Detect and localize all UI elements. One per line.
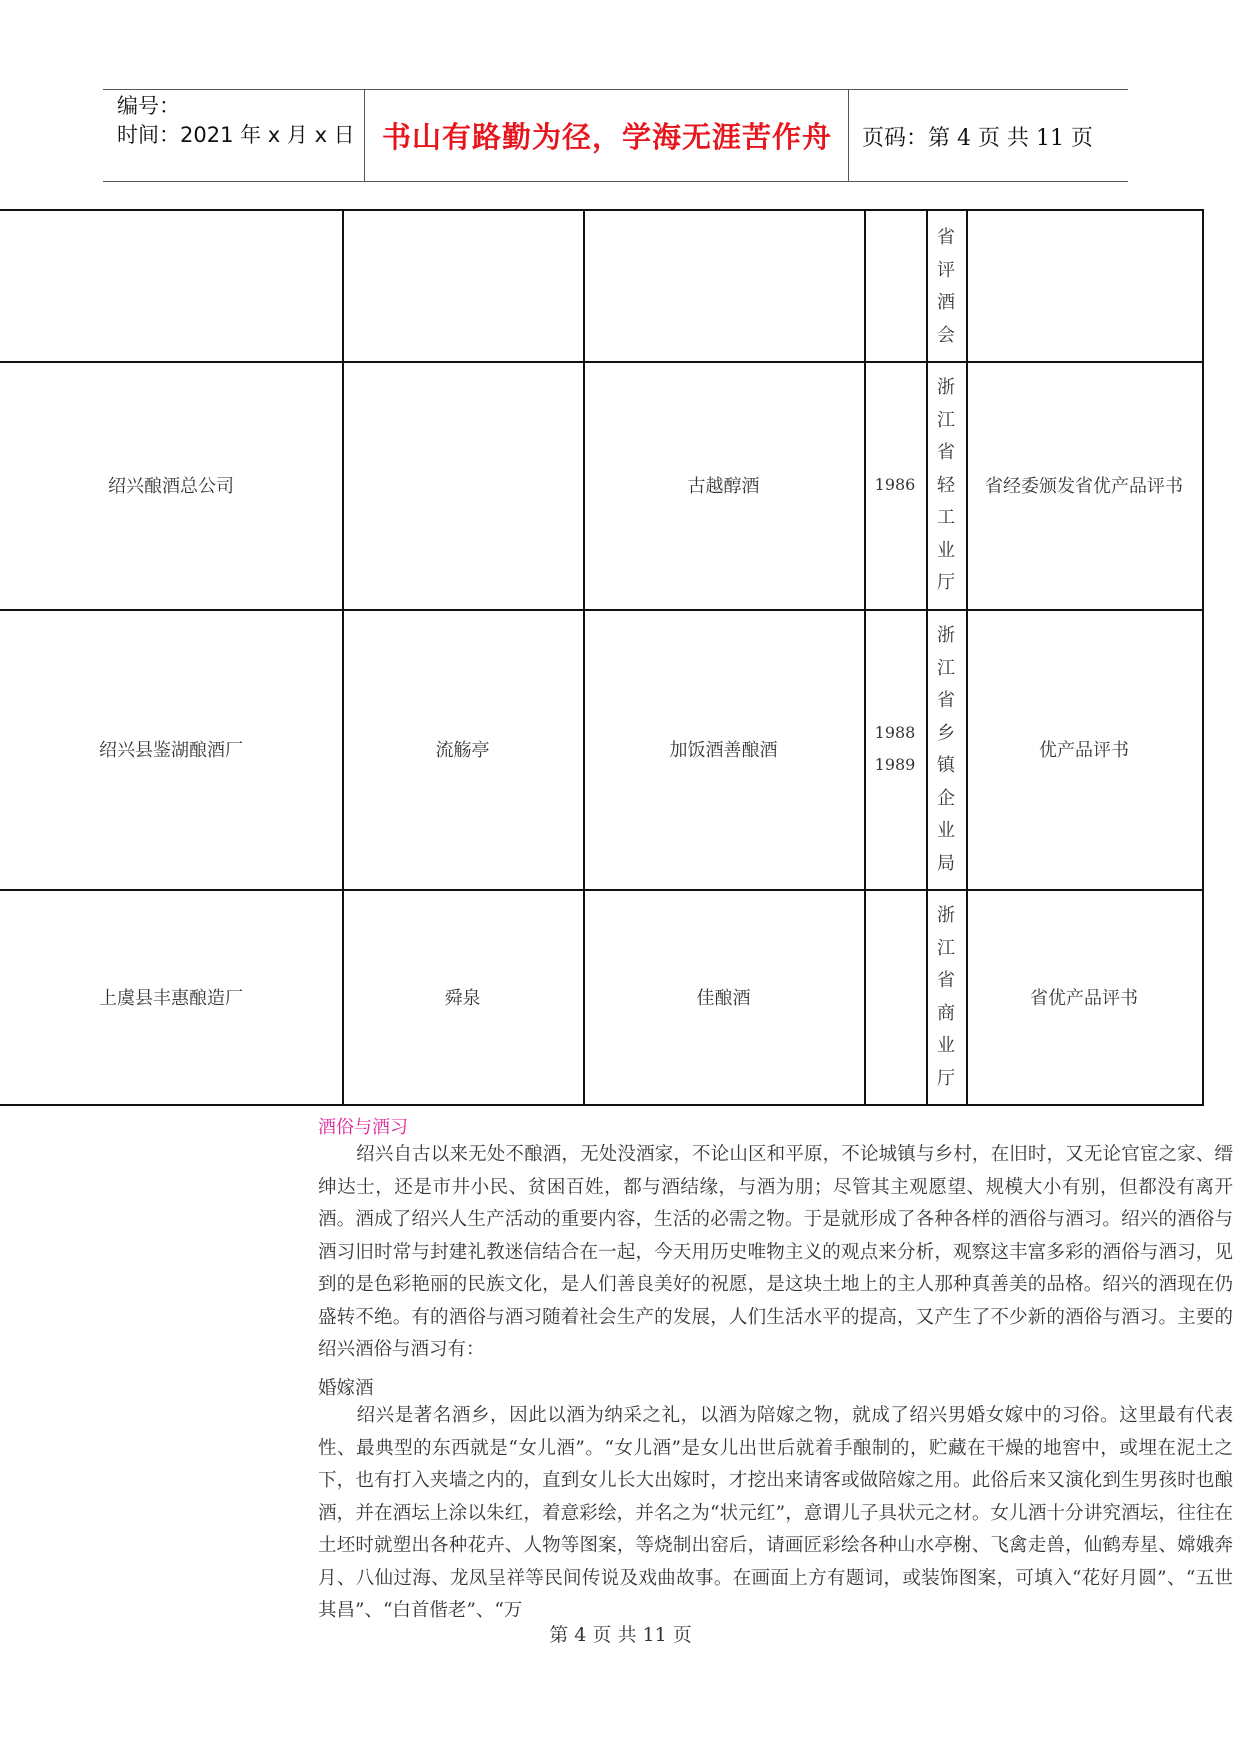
table-rule	[0, 209, 1204, 211]
header-motto: 书山有路勤为径，学海无涯苦作舟	[381, 120, 832, 154]
header-divider-right	[848, 90, 849, 182]
header-top-rule	[103, 89, 1128, 90]
table-col-rule	[1202, 209, 1204, 1106]
table-row-4-brand: 舜泉	[444, 987, 481, 1009]
table-row-3-company: 绍兴县鉴湖酿酒厂	[99, 740, 243, 761]
table-row-2-product: 古越醇酒	[687, 476, 760, 497]
table-row-2-company: 绍兴酿酒总公司	[108, 476, 234, 497]
header-meta	[117, 92, 355, 150]
table-row-3-award: 优产品评书	[1039, 740, 1129, 761]
table-row-3-brand: 流觞亭	[435, 740, 490, 761]
table-row-3-product: 加饭酒善酿酒	[669, 740, 778, 761]
table-row-4-company: 上虞县丰惠酿造厂	[99, 987, 243, 1009]
document-date: 时间：2021 年 x 月 x 日	[117, 123, 355, 147]
header-bottom-rule	[103, 181, 1128, 182]
header-page-number: 页码：第 4 页 共 11 页	[862, 126, 1093, 151]
table-row-3-issuer: 浙 江 省 乡 镇 企 业 局	[937, 625, 955, 874]
table-row-4-award: 省优产品评书	[1030, 987, 1138, 1009]
document-number-label: 编号：	[117, 94, 180, 118]
table-row-1-issuer: 省 评 酒 会	[937, 227, 955, 346]
section-paragraph-wedding-wine: 绍兴是著名酒乡，因此以酒为纳采之礼，以酒为陪嫁之物，就成了绍兴男婚女嫁中的习俗。这里最有代表性、最典型的东西就是“女儿酒”。“女儿酒”是女儿出世后就着手酿制的，贮藏在干燥的地窖中，或埋在泥土之下，也有打入夹墙之内的，直到女儿长大出嫁时，才挖出来请客或做陪嫁之用。此俗后来又演化到生男孩时也酿酒，并在酒坛上涂以朱红，着意彩绘，并名之为“状元红”，意谓儿子具状元之材。女儿酒十分讲究酒坛，往往在土坯时就塑出各种花卉、人物等图案，等烧制出窑后，请画匠彩绘各种山水亭榭、飞禽走兽，仙鹤寿星、嫦娥奔月、八仙过海、龙凤呈祥等民间传说及戏曲故事。在画面上方有题词，或装饰图案，可填入“花好月圆”、“五世其昌”、“白首偕老”、“万	[318, 1405, 1233, 1621]
section-title-wine-customs: 酒俗与酒习	[318, 1117, 408, 1138]
table-row-2-year: 1986	[874, 475, 916, 494]
table-row-2-award: 省经委颁发省优产品评书	[985, 476, 1183, 497]
table-row-4-issuer: 浙 江 省 商 业 厅	[937, 905, 955, 1089]
header-divider-left	[364, 90, 365, 182]
table-rule	[0, 1104, 1204, 1106]
footer-page-number: 第 4 页 共 11 页	[549, 1624, 692, 1646]
section-paragraph-wine-customs: 绍兴自古以来无处不酿酒，无处没酒家，不论山区和平原，不论城镇与乡村，在旧时，又无论官宦之家、缙绅达士，还是市井小民、贫困百姓，都与酒结缘，与酒为朋；尽管其主观愿望、规模大小有别，但都没有离开酒。酒成了绍兴人生产活动的重要内容，生活的必需之物。于是就形成了各种各样的酒俗与酒习。绍兴的酒俗与酒习旧时常与封建礼教迷信结合在一起，今天用历史唯物主义的观点来分析，观察这丰富多彩的酒俗与酒习，见到的是色彩艳丽的民族文化，是人们善良美好的祝愿，是这块土地上的主人那种真善美的品格。绍兴的酒现在仍盛转不绝。有的酒俗与酒习随着社会生产的发展，人们生活水平的提高，又产生了不少新的酒俗与酒习。主要的绍兴酒俗与酒习有：	[318, 1144, 1233, 1360]
table-row-4-product: 佳酿酒	[696, 987, 751, 1009]
section-title-wedding-wine: 婚嫁酒	[318, 1378, 374, 1399]
table-row-3-year: 1988 1989	[874, 723, 916, 774]
table-row-2-issuer: 浙 江 省 轻 工 业 厅	[937, 377, 955, 593]
